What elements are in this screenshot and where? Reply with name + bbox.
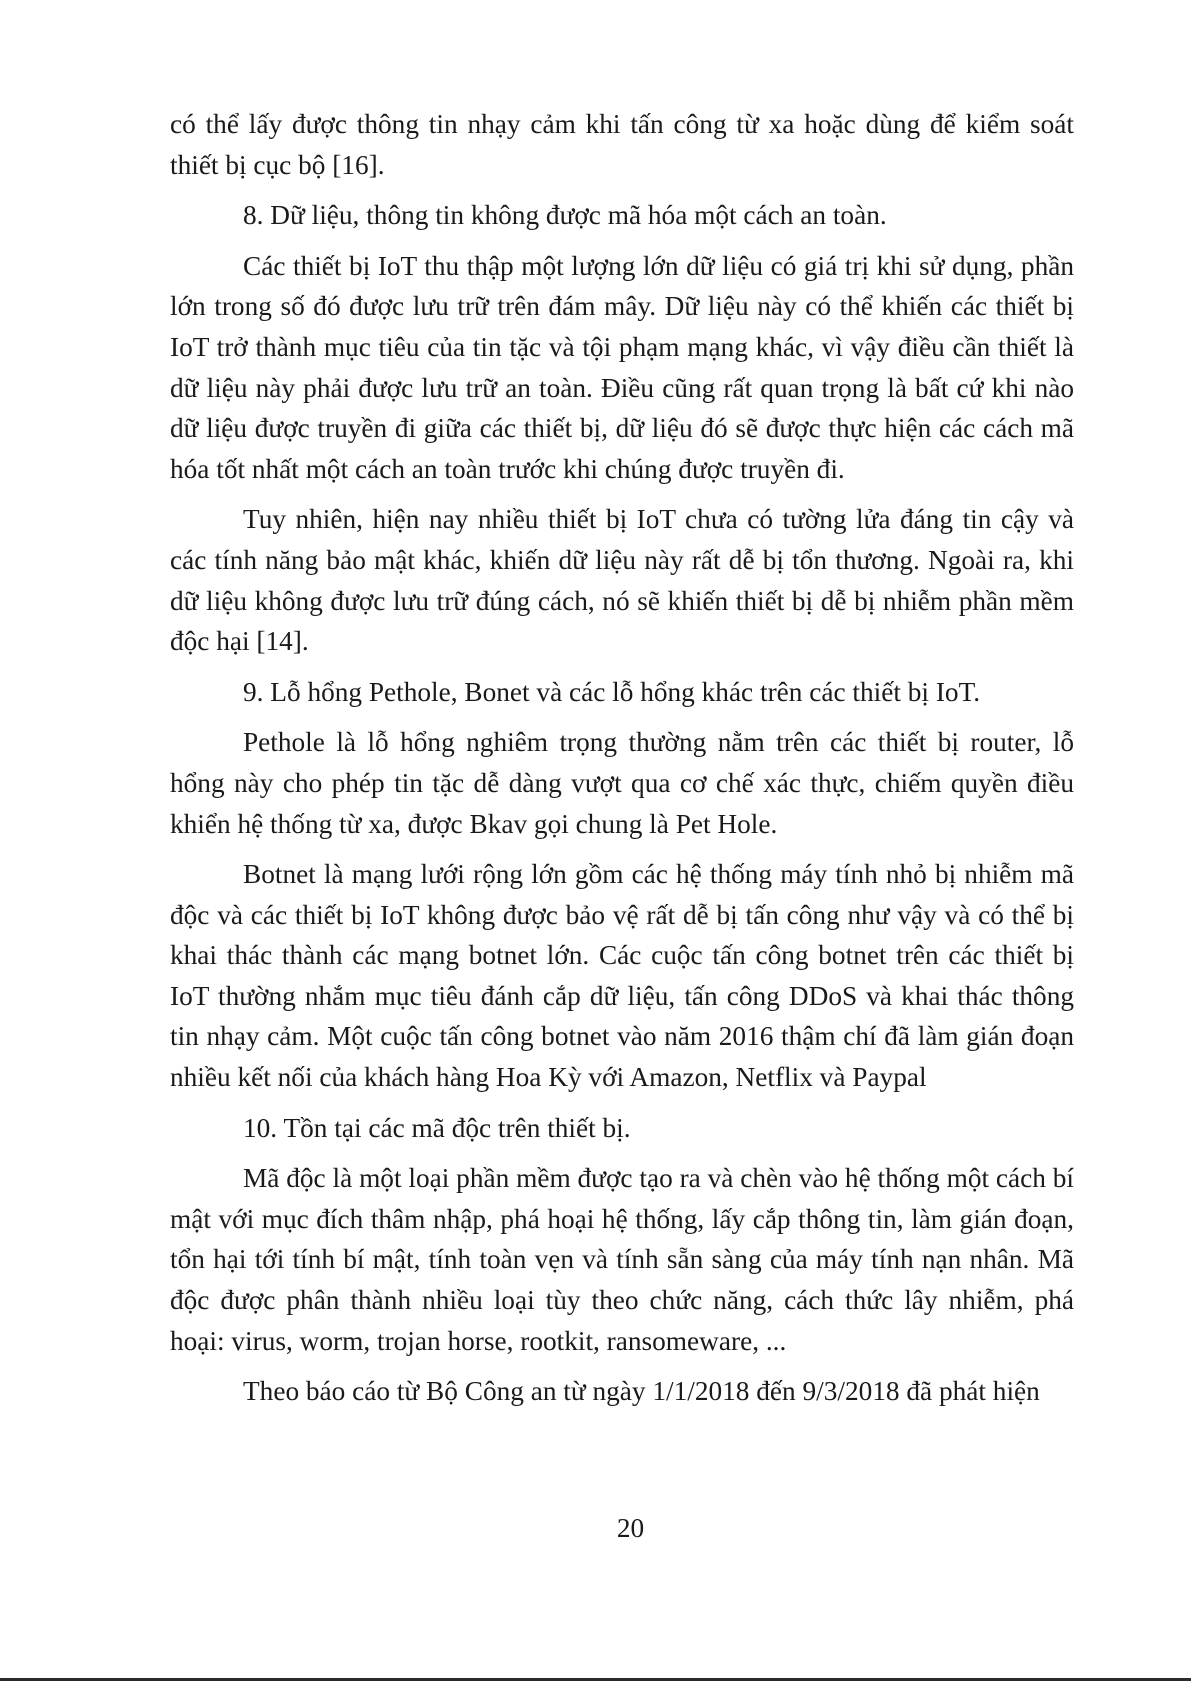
- heading-item-8: 8. Dữ liệu, thông tin không được mã hóa một cách an toàn.: [243, 200, 887, 231]
- bottom-divider: [0, 1678, 1191, 1681]
- heading-item-10: 10. Tồn tại các mã độc trên thiết bị.: [243, 1112, 631, 1143]
- paragraph-botnet: Botnet là mạng lưới rộng lớn gồm các hệ thống máy tính nhỏ bị nhiễm mã độc và các thiết bị IoT không được bảo vệ rất dễ bị tấn công như vậy và có thể bị khai thác thành các mạng botnet lớn. Các cuộc tấn công botnet trên các thiết bị IoT thường nhắm mục tiêu đánh cắp dữ liệu, tấn công DDoS và khai thác thông tin nhạy cảm. Một cuộc tấn công botnet vào năm 2016 thậm chí đã làm gián đoạn nhiều kết nối của khách hàng Hoa Kỳ với Amazon, Netflix và Paypal: [170, 859, 1074, 1093]
- paragraph-police-report: Theo báo cáo từ Bộ Công an từ ngày 1/1/2018 đến 9/3/2018 đã phát hiện: [243, 1376, 1040, 1407]
- heading-item-9: 9. Lỗ hổng Pethole, Bonet và các lỗ hổng khác trên các thiết bị IoT.: [243, 676, 981, 707]
- paragraph-pethole: Pethole là lỗ hổng nghiêm trọng thường nằm trên các thiết bị router, lỗ hổng này cho phép tin tặc dễ dàng vượt qua cơ chế xác thực, chiếm quyền điều khiển hệ thống từ xa, được Bkav gọi chung là Pet Hole.: [170, 727, 1074, 839]
- paragraph-continuation: có thể lấy được thông tin nhạy cảm khi tấn công từ xa hoặc dùng để kiểm soát thiết bị cục bộ [16].: [170, 109, 1074, 180]
- document-page-body: [170, 104, 1074, 1422]
- paragraph-firewall-weakness: Tuy nhiên, hiện nay nhiều thiết bị IoT chưa có tường lửa đáng tin cậy và các tính năng bảo mật khác, khiến dữ liệu này rất dễ bị tổn thương. Ngoài ra, khi dữ liệu không được lưu trữ đúng cách, nó sẽ khiến thiết bị dễ bị nhiễm phần mềm độc hại [14].: [170, 504, 1074, 657]
- page-number: 20: [616, 1513, 645, 1543]
- paragraph-malware: Mã độc là một loại phần mềm được tạo ra và chèn vào hệ thống một cách bí mật với mục đích thâm nhập, phá hoại hệ thống, lấy cắp thông tin, làm gián đoạn, tổn hại tới tính bí mật, tính toàn vẹn và tính sẵn sàng của máy tính nạn nhân. Mã độc được phân thành nhiều loại tùy theo chức năng, cách thức lây nhiễm, phá hoại: virus, worm, trojan horse, rootkit, ransomeware, ...: [170, 1163, 1074, 1356]
- paragraph-iot-data-storage: Các thiết bị IoT thu thập một lượng lớn dữ liệu có giá trị khi sử dụng, phần lớn trong số đó được lưu trữ trên đám mây. Dữ liệu này có thể khiến các thiết bị IoT trở thành mục tiêu của tin tặc và tội phạm mạng khác, vì vậy điều cần thiết là dữ liệu này phải được lưu trữ an toàn. Điều cũng rất quan trọng là bất cứ khi nào dữ liệu được truyền đi giữa các thiết bị, dữ liệu đó sẽ được thực hiện các cách mã hóa tốt nhất một cách an toàn trước khi chúng được truyền đi.: [170, 250, 1074, 484]
